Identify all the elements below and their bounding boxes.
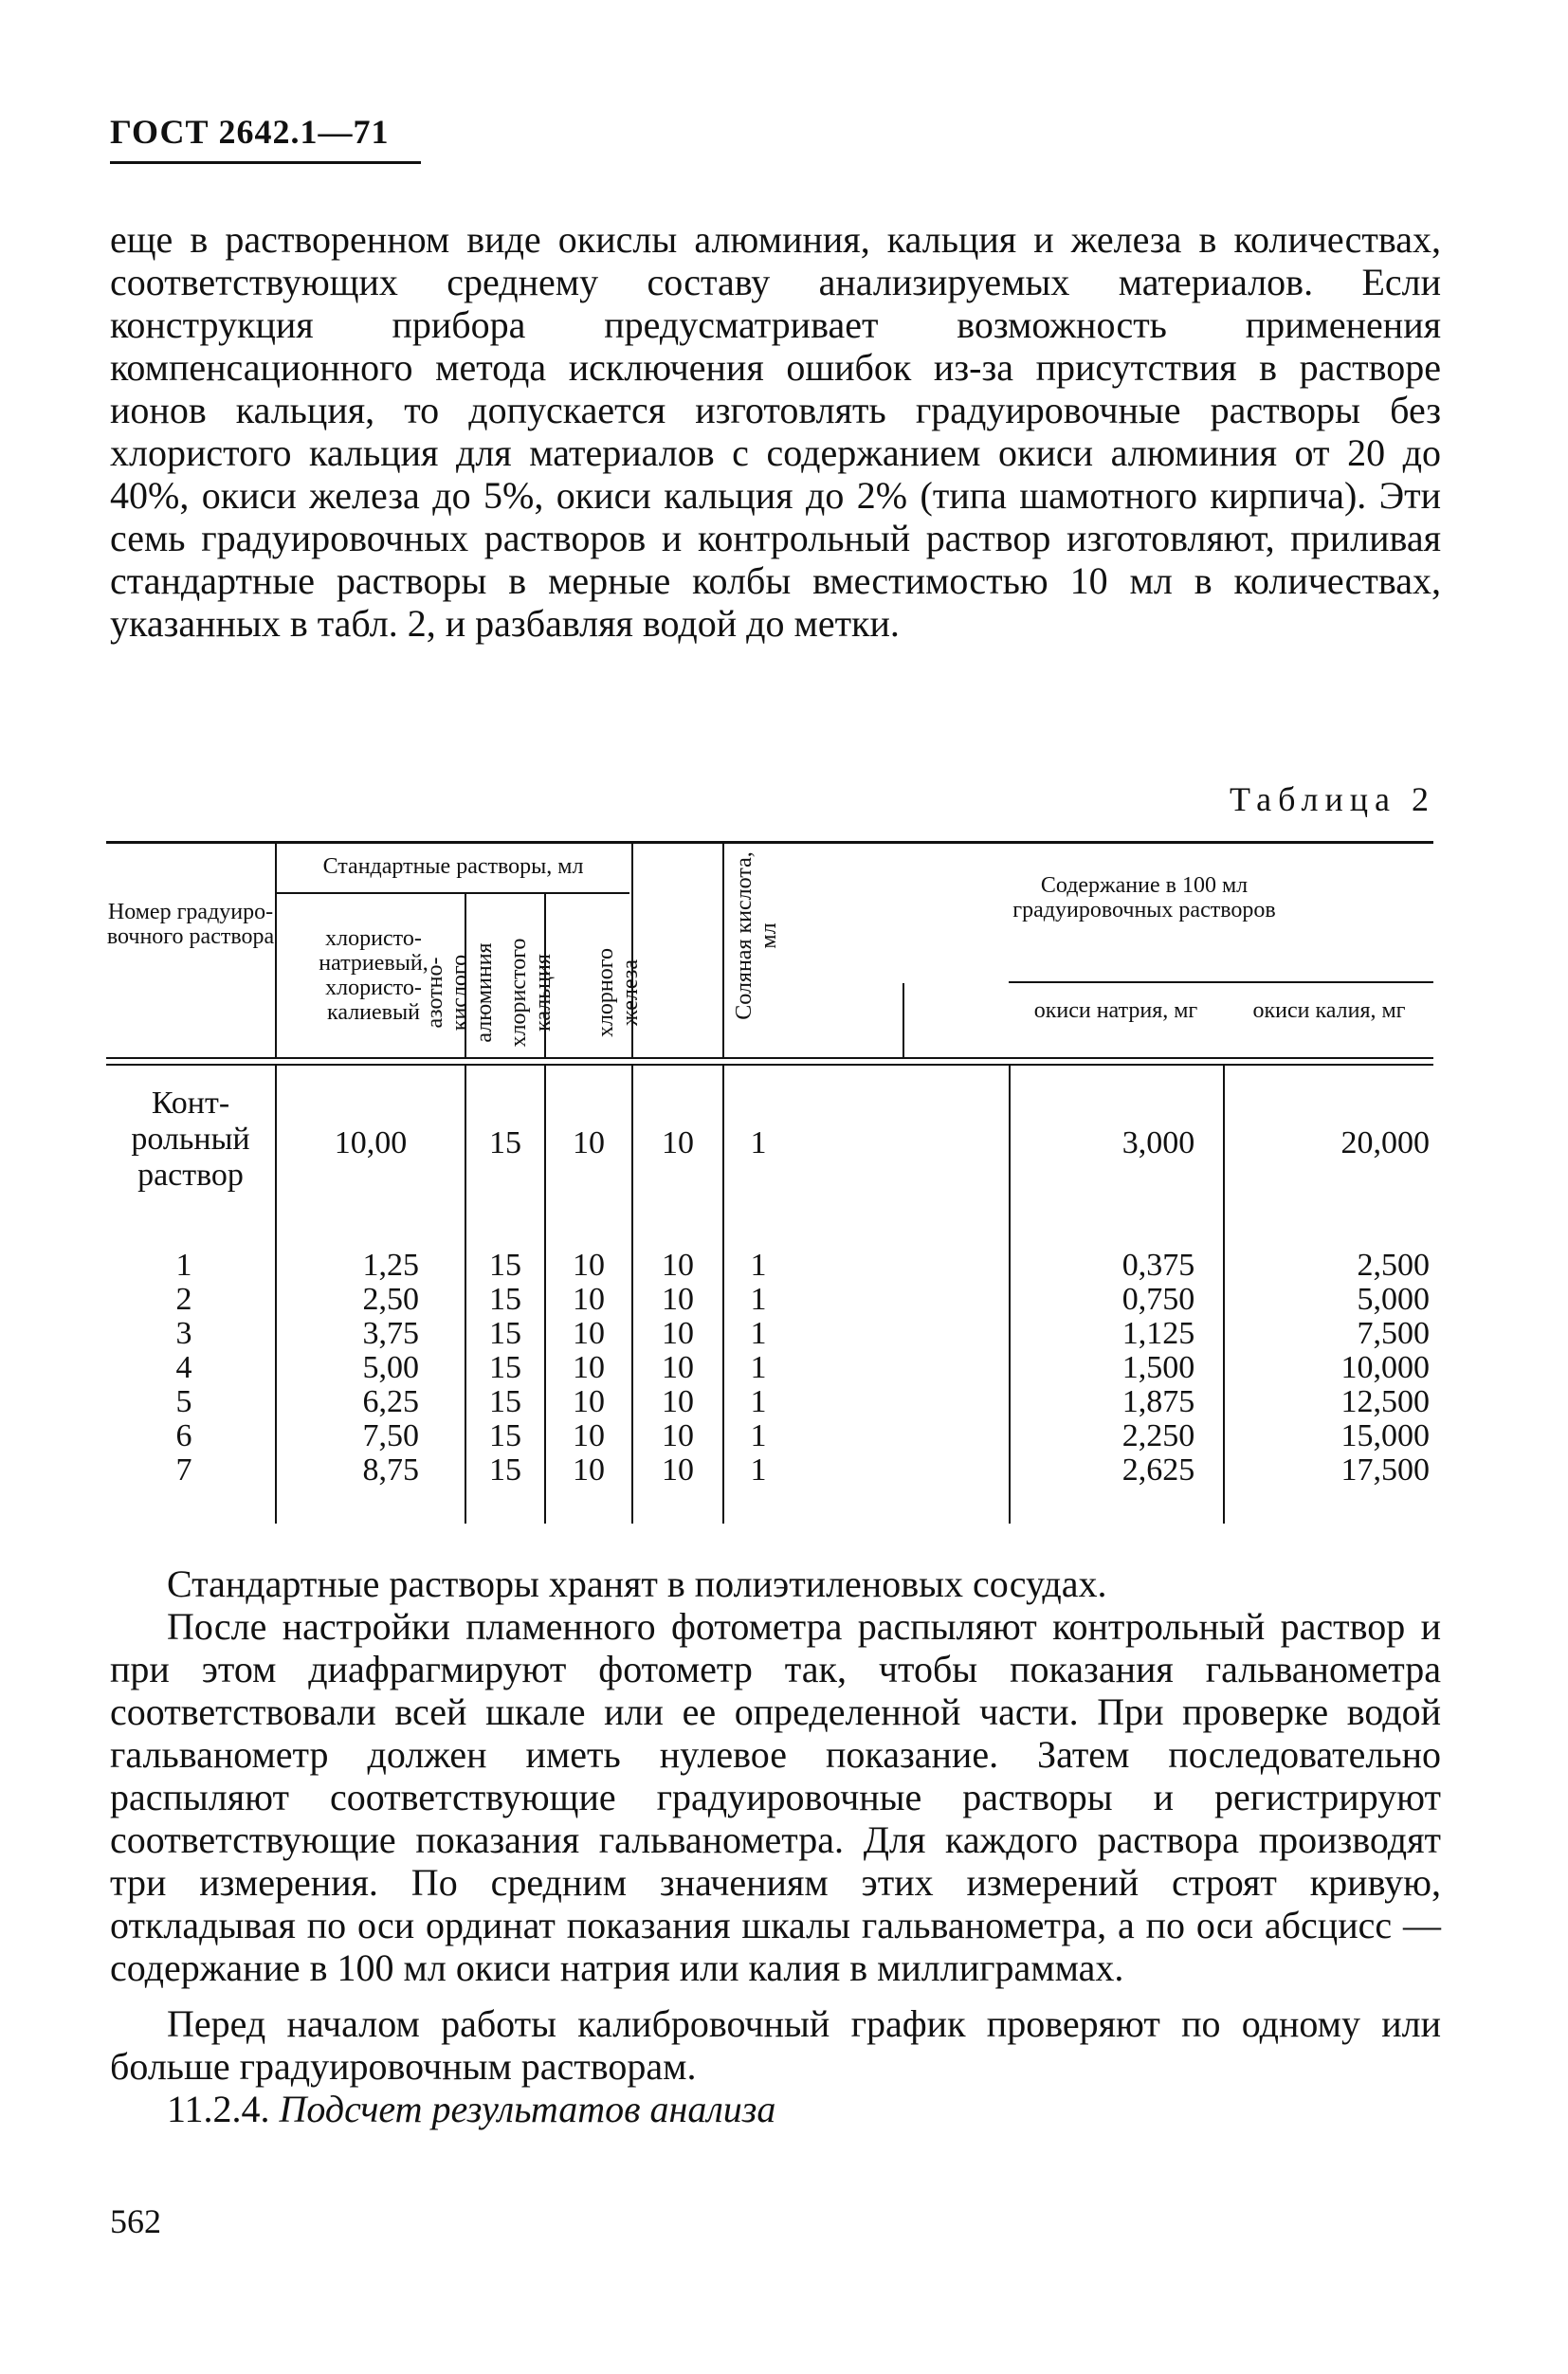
rows-chloride-column xyxy=(315,1249,419,1488)
header-rule xyxy=(110,161,421,164)
header-iron: хлорного железа xyxy=(593,947,643,1038)
paragraph: Перед началом работы калибровочный график проверяют по одному или больше градуировочным растворам. xyxy=(110,2002,1441,2088)
header-bottom-rule-2 xyxy=(106,1064,1433,1066)
table-cell: 10 xyxy=(573,1418,605,1453)
header-number: Номер градуировочного раствора xyxy=(106,900,275,949)
control-calcium: 10 xyxy=(573,1125,605,1160)
table-cell: 17,500 xyxy=(1340,1452,1430,1488)
table-cell: 10 xyxy=(573,1384,605,1419)
rows-calcium-column xyxy=(546,1249,631,1488)
table-cell: 10 xyxy=(662,1248,694,1283)
table-cell: 1 xyxy=(750,1282,767,1317)
control-sodium: 3,000 xyxy=(1121,1125,1195,1160)
table-cell: 5,000 xyxy=(1357,1282,1430,1317)
table-cell: 2,250 xyxy=(1121,1418,1195,1453)
table-cell: 15 xyxy=(489,1418,521,1453)
table-cell: 1,875 xyxy=(1121,1384,1195,1419)
header-standard-group: Стандартные растворы, мл xyxy=(322,854,584,879)
control-chloride: 10,00 xyxy=(334,1125,408,1160)
rows-iron-column xyxy=(633,1249,722,1488)
table-cell: 7,500 xyxy=(1357,1316,1430,1351)
table-cell: 5,00 xyxy=(362,1350,419,1385)
table-cell: 1,125 xyxy=(1121,1316,1195,1351)
table-cell: 1 xyxy=(750,1350,767,1385)
header-divider xyxy=(903,983,904,1057)
standard-group-rule xyxy=(275,892,629,894)
table-cell: 1,500 xyxy=(1121,1350,1195,1385)
header-hcl: Соляная кислота, мл xyxy=(732,851,781,1020)
table-cell: 1,25 xyxy=(362,1248,419,1283)
body-divider xyxy=(1009,1066,1011,1524)
table-cell: 1 xyxy=(750,1248,767,1283)
section-title: Подсчет результатов анализа xyxy=(279,2088,776,2130)
rows-number-column xyxy=(155,1249,212,1488)
intro-paragraph xyxy=(110,218,1441,645)
section-heading xyxy=(110,2088,1441,2130)
table-cell: 10 xyxy=(662,1316,694,1351)
table-cell: 1 xyxy=(750,1316,767,1351)
page-number: 562 xyxy=(110,2202,161,2240)
table-cell: 15 xyxy=(489,1384,521,1419)
table-cell: 15 xyxy=(489,1248,521,1283)
section-number: 11.2.4. xyxy=(167,2088,270,2130)
table-cell: 15,000 xyxy=(1340,1418,1430,1453)
table-cell: 10 xyxy=(573,1452,605,1488)
table-cell: 0,375 xyxy=(1121,1248,1195,1283)
table-cell: 1 xyxy=(175,1248,192,1283)
table-cell: 15 xyxy=(489,1452,521,1488)
header-calcium: хлористого кальция xyxy=(506,938,556,1048)
control-label: Контрольный раствор xyxy=(131,1086,250,1193)
table-cell: 3 xyxy=(175,1316,192,1351)
document-header: ГОСТ 2642.1—71 xyxy=(110,113,390,151)
table-cell: 2,625 xyxy=(1121,1452,1195,1488)
table-cell: 15 xyxy=(489,1350,521,1385)
rows-potassium-column xyxy=(1287,1249,1430,1488)
rows-hcl-column xyxy=(724,1249,793,1488)
rows-aluminium-column xyxy=(466,1249,544,1488)
table-cell: 15 xyxy=(489,1316,521,1351)
table-cell: 10 xyxy=(662,1282,694,1317)
table-cell: 1 xyxy=(750,1418,767,1453)
control-aluminium: 15 xyxy=(489,1125,521,1160)
header-chloride: хлористонатриевый, хлористокалиевый xyxy=(319,926,428,1025)
table-cell: 10 xyxy=(662,1418,694,1453)
table-cell: 8,75 xyxy=(362,1452,419,1488)
paragraph: После настройки пламенного фотометра распыляют контрольный раствор и при этом диафрагмируют фотометр так, чтобы показания гальванометра соответствовали всей шкале или ее определенной части. При проверке водой гальванометр должен иметь нулевое показание. Затем последовательно распыляют соответствующие градуировочные растворы и регистрируют соответствующие показания гальванометра. Для каждого раствора производят три измерения. По средним значениям этих измерений строят кривую, откладывая по оси ординат показания шкалы гальванометра, а по оси абсцисс — содержание в 100 мл окиси натрия или калия в миллиграммах. xyxy=(110,1605,1441,1989)
table-cell: 12,500 xyxy=(1340,1384,1430,1419)
header-sodium: окиси натрия, мг xyxy=(1033,998,1198,1023)
table-caption: Таблица 2 xyxy=(1230,780,1435,818)
table-2 xyxy=(106,841,1433,1524)
table-cell: 2,50 xyxy=(362,1282,419,1317)
table-cell: 10 xyxy=(573,1350,605,1385)
table-cell: 1 xyxy=(750,1384,767,1419)
content-group-rule xyxy=(1009,981,1433,983)
table-cell: 10,000 xyxy=(1340,1350,1430,1385)
header-aluminium: азотнокислого алюминия xyxy=(423,942,497,1043)
body-text xyxy=(110,1562,1441,2130)
paragraph: Стандартные растворы хранят в полиэтиленовых сосудах. xyxy=(167,1562,1107,1605)
control-iron: 10 xyxy=(662,1125,694,1160)
table-cell: 2,500 xyxy=(1357,1248,1430,1283)
table-cell: 15 xyxy=(489,1282,521,1317)
table-cell: 5 xyxy=(175,1384,192,1419)
header-content-group: Содержание в 100 мл градуировочных растворов xyxy=(1012,873,1276,922)
table-cell: 7 xyxy=(175,1452,192,1488)
table-cell: 10 xyxy=(573,1316,605,1351)
intro-text: еще в растворенном виде окислы алюминия, кальция и железа в количествах, соответствующих среднему составу анализируемых материалов. Если конструкция прибора предусматривает возможность применения компенсационного метода исключения ошибок из-за присутствия в растворе ионов кальция, то допускается изготовлять градуировочные растворы без хлористого кальция для материалов с содержанием окиси алюминия от 20 до 40%, окиси железа до 5%, окиси кальция до 2% (типа шамотного кирпича). Эти семь градуировочных растворов и контрольный раствор изготовляют, приливая стандартные растворы в мерные колбы вместимостью 10 мл в количествах, указанных в табл. 2, и разбавляя водой до метки. xyxy=(110,218,1441,645)
control-potassium: 20,000 xyxy=(1340,1125,1430,1160)
table-cell: 6,25 xyxy=(362,1384,419,1419)
table-cell: 10 xyxy=(662,1452,694,1488)
table-cell: 10 xyxy=(573,1282,605,1317)
rows-sodium-column xyxy=(1092,1249,1225,1488)
table-cell: 6 xyxy=(175,1418,192,1453)
table-cell: 2 xyxy=(175,1282,192,1317)
table-cell: 1 xyxy=(750,1452,767,1488)
control-hcl: 1 xyxy=(750,1125,767,1160)
header-bottom-rule-1 xyxy=(106,1057,1433,1059)
table-cell: 4 xyxy=(175,1350,192,1385)
header-potassium: окиси калия, мг xyxy=(1252,998,1406,1023)
header-divider xyxy=(722,844,724,1057)
table-cell: 3,75 xyxy=(362,1316,419,1351)
table-cell: 10 xyxy=(662,1350,694,1385)
table-cell: 10 xyxy=(662,1384,694,1419)
table-cell: 7,50 xyxy=(362,1418,419,1453)
table-cell: 10 xyxy=(573,1248,605,1283)
table-cell: 0,750 xyxy=(1121,1282,1195,1317)
